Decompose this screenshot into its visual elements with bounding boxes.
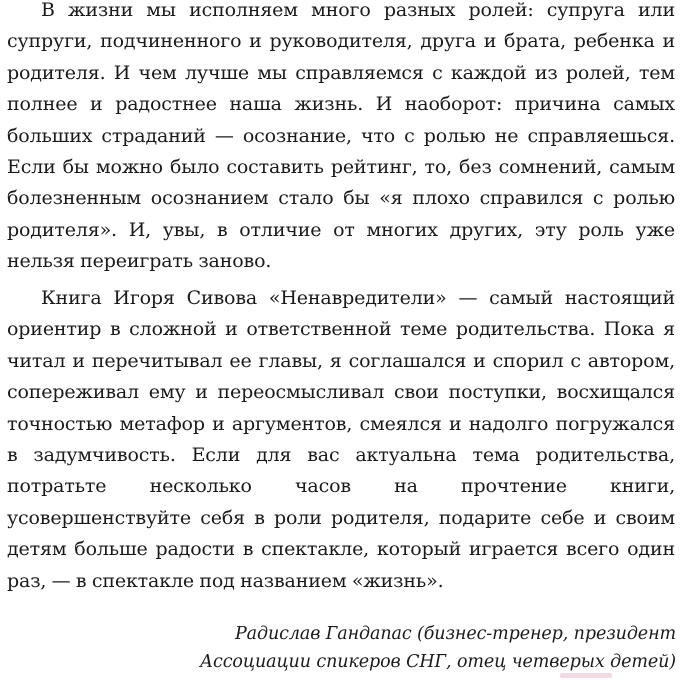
- paragraph-book-review: Книга Игоря Сивова «Ненавредители» — самый настоящий ориентир в сложной и ответственной теме родительства. Пока я читал и перечитывал ее главы, я соглашался и спорил с автором, сопереживал ему и переосмысливал свои поступки, восхищался точностью метафор и аргументов, смеялся и надолго погружался в задумчивость. Если для вас актуальна тема родительства, потратьте несколько часов на прочтение книги, усовершенствуйте себя в роли родителя, подарите себе и своим детям больше радости в спектакле, который играется всего один раз, — в спектакле под названием «жизнь».: [7, 287, 675, 592]
- paragraph-life-roles: В жизни мы исполняем много разных ролей: супруга или супруги, подчиненного и руководителя, друга и брата, ребенка и родителя. И чем лучше мы справляемся с каждой из ролей, тем полнее и радостнее наша жизнь. И наоборот: причина самых больших страданий — осознание, что с ролью не справляешься. Если бы можно было составить рейтинг, то, без сомнений, самым болезненным осознанием стало бы «я плохо справился с ролью родителя». И, увы, в отличие от многих других, эту роль уже нельзя переиграть заново.: [7, 0, 675, 273]
- author-signature: [156, 620, 676, 676]
- signature-line-name-title: Радислав Гандапас (бизнес-тренер, президент: [234, 624, 676, 644]
- watermark-mark: [560, 672, 612, 679]
- signature-line-association: Ассоциации спикеров СНГ, отец четверых детей): [199, 652, 676, 672]
